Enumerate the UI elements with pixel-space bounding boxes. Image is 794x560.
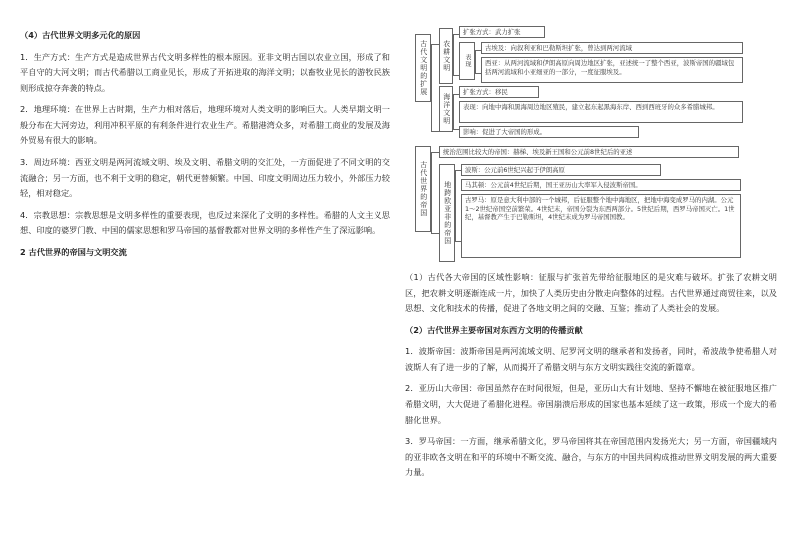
paragraph: 3．周边环境：西亚文明是两河流域文明、埃及文明、希腊文明的交汇处，一方面促进了不同文明的交流融合；另一方面，也不利于文明的稳定，朝代更替频繁。中国、印度文明周边压力较小，外部压力较轻，相对稳定。 [20,157,390,199]
node-label: 表现 [459,42,475,80]
node: 西亚：从两河流域和伊朗高原向周边地区扩张，亚述统一了整个西亚，波斯帝国的疆域包括两河流域和小亚细亚的一部分，一度征服埃及。 [481,57,743,83]
paragraph: 3．罗马帝国：一方面，继承希腊文化，罗马帝国将其在帝国范围内发扬光大；另一方面，帝国疆域内的亚非欧各文明在和平的环境中不断交流、融合，与东方的中国共同构成推动世界文明发展的两大重要力量。 [405,436,777,478]
paragraph: 1．生产方式：生产方式是造成世界古代文明多样性的根本原因。亚非文明古国以农业立国，形成了和平自守的大河文明；而古代希腊以工商业见长，形成了开拓进取的海洋文明；以畜牧业见长的游牧民族则形成掠夺奔袭的特点。 [20,51,390,93]
paragraph: （1）古代各大帝国的区域性影响：征服与扩张首先带给征服地区的是灾难与破坏。扩张了农耕文明区，把农耕文明逐渐连成一片，加快了人类历史由分散走向整体的过程。古代世界通过商贸往来，以及思想、文化和技术的传播，促进了各地文明之间的交融、互鉴；推动了人类社会的发展。 [405,272,777,314]
paragraph: 2．地理环境：在世界上古时期，生产力相对落后，地理环境对人类文明的影响巨大。人类早期文明一般分布在大河旁边，利用冲积平原的有利条件进行农业生产。希腊港湾众多，对希腊工商业的发展及海外贸易有很大的影响。 [20,104,390,146]
paragraph: 4．宗教思想：宗教思想是文明多样性的重要表现，也反过来深化了文明的多样性。希腊的人文主义思想、印度的婆罗门教、中国的儒家思想和罗马帝国的基督教都对世界文明的多样性产生了深远影响。 [20,209,390,236]
section-heading: （2）古代世界主要帝国对东西方文明的传播贡献 [405,324,583,335]
node: 马其顿：公元前4世纪后期，国王亚历山大率军入侵波斯帝国。 [461,179,741,191]
paragraph: 2．亚历山大帝国：帝国虽然存在时间很短，但是，亚历山大有计划地、坚持不懈地在被征服地区推广希腊文明，大大促进了希腊化进程。帝国崩溃后形成的国家也基本延续了这一政策，形成一个庞大的希腊化世界。 [405,383,777,425]
group-title: 古代世界的帝国 [415,146,431,232]
concept-diagram [415,22,780,267]
node: 影响：促进了大帝国的形成。 [459,126,639,138]
left-column [20,28,390,267]
node: 表现：向地中海和黑海周边地区殖民，建立起东起黑海东岸、西到西班牙的众多希腊城邦。 [459,101,743,123]
node-label: 地跨欧亚非的帝国 [439,164,455,262]
node-label: 海洋文明 [439,86,453,132]
node: 古埃及：向叙利亚和巴勒斯坦扩张，曾达到两河流域 [481,42,743,54]
section-heading: （4）古代世界文明多元化的原因 [20,30,141,40]
node: 统治范围比较大的帝国：赫梯、埃及新王国和公元前8世纪后的亚述 [439,146,739,158]
node: 扩张方式：武力扩张 [459,26,545,38]
section-heading: 2 古代世界的帝国与文明交流 [20,246,127,257]
node: 波斯：公元前6世纪兴起于伊朗高原 [461,164,661,176]
right-column [405,270,777,487]
node: 扩张方式：移民 [459,86,539,98]
node-label: 农耕文明 [439,28,453,84]
group-title: 古代文明的扩展 [415,34,431,102]
node: 古罗马：原是意大利中部的一个城邦，后征服整个地中海地区，把地中海变成罗马的内湖。公元1～2世纪帝国空前繁荣。4世纪末，帝国分裂为东西两部分。5世纪后期，西罗马帝国灭亡。1世纪，基督教产生于巴勒斯坦，4世纪末成为罗马帝国国教。 [461,194,741,258]
paragraph: 1．波斯帝国：波斯帝国是两河流域文明、尼罗河文明的继承者和发扬者，同时，希波战争使希腊人对波斯人有了进一步的了解，从而揭开了希腊文明与东方文明实践往交流的新篇章。 [405,346,777,372]
